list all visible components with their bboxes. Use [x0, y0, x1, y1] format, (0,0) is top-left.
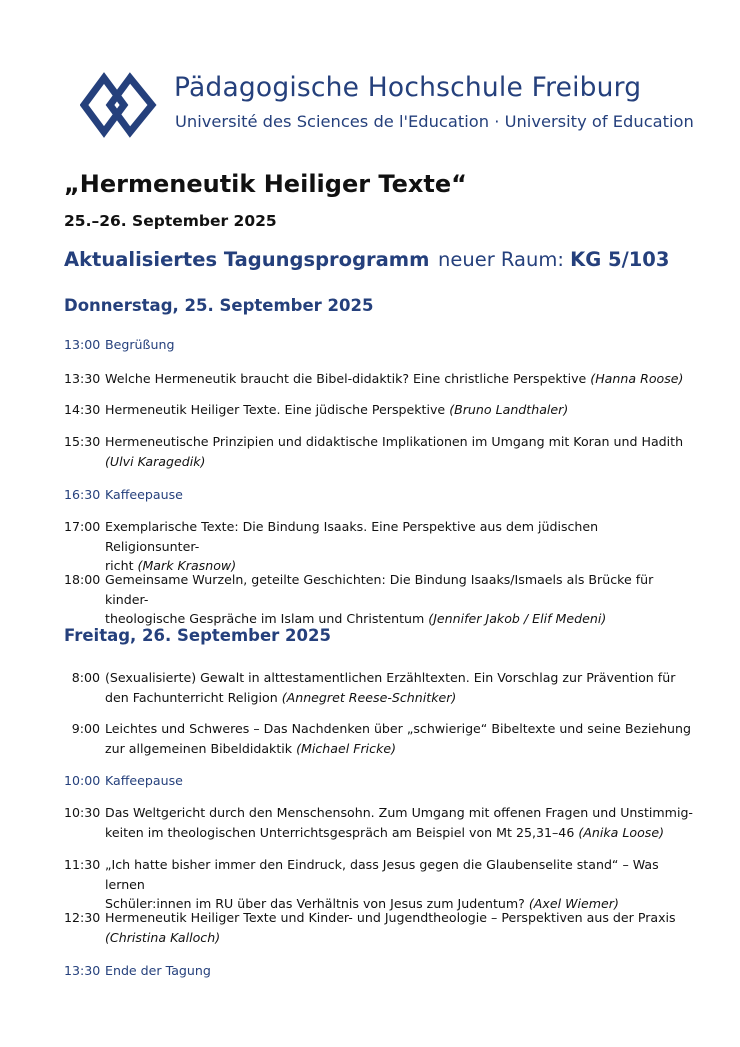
item-text — [105, 517, 695, 576]
item-speaker: (Anika Loose) — [578, 824, 665, 840]
item-line: Ende der Tagung — [105, 963, 211, 978]
room-value: KG 5/103 — [570, 248, 670, 271]
item-text — [105, 803, 695, 842]
item-time: 16:30 — [64, 487, 101, 502]
item-time: 13:00 — [64, 337, 101, 352]
ph-freiburg-logo-icon — [80, 72, 158, 138]
item-text — [105, 855, 695, 914]
room-label: neuer Raum: — [438, 248, 564, 271]
item-line: „Ich hatte bisher immer den Eindruck, dass Jesus gegen die Glaubenselite stand“ – Was lernen — [105, 857, 659, 892]
item-time: 15:30 — [64, 434, 101, 449]
item-speaker: (Ulvi Karagedik) — [105, 453, 206, 469]
item-text — [105, 908, 695, 947]
institution-subtitle: Université des Sciences de l'Education · University of Education — [175, 112, 694, 131]
item-line: Schüler:innen im RU über das Verhältnis von Jesus zum Judentum? — [105, 896, 529, 911]
item-text — [105, 668, 695, 707]
item-time: 9:00 — [71, 721, 100, 736]
item-text — [105, 400, 695, 420]
item-line: Kaffeepause — [105, 487, 183, 502]
item-time: 12:30 — [64, 910, 101, 925]
day-heading-friday: Freitag, 26. September 2025 — [64, 626, 331, 645]
item-line: richt — [105, 558, 138, 573]
institution-header — [80, 66, 694, 152]
item-text — [105, 485, 695, 505]
item-time: 13:30 — [64, 963, 101, 978]
item-line: Leichtes und Schweres – Das Nachdenken über „schwierige“ Bibeltexte und seine Beziehung — [105, 721, 692, 736]
item-time: 13:30 — [64, 371, 101, 386]
item-line: Kaffeepause — [105, 773, 183, 788]
item-time: 17:00 — [64, 519, 101, 534]
item-line: keiten im theologischen Unterrichtsgespräch am Beispiel von Mt 25,31–46 — [105, 824, 579, 840]
program-heading — [64, 248, 670, 271]
item-speaker: (Mark Krasnow) — [137, 558, 237, 573]
item-line: (Sexualisierte) Gewalt in alttestamentlichen Erzähltexten. Ein Vorschlag zur Prävention für — [105, 670, 676, 685]
item-line: Hermeneutik Heiliger Texte. Eine jüdische Perspektive — [105, 402, 450, 417]
item-speaker: (Hanna Roose) — [590, 371, 684, 386]
item-line: Welche Hermeneutik braucht die Bibel-didaktik? Eine christliche Perspektive — [105, 371, 591, 386]
item-text — [105, 570, 695, 629]
item-text — [105, 719, 695, 758]
item-line: Das Weltgericht durch den Menschensohn. Zum Umgang mit offenen Fragen und Unstimmig- — [105, 805, 693, 820]
item-text — [105, 432, 695, 471]
item-time: 14:30 — [64, 402, 101, 417]
item-speaker: (Bruno Landthaler) — [449, 402, 569, 417]
item-line: Begrüßung — [105, 337, 175, 352]
item-speaker: (Jennifer Jakob / Elif Medeni) — [428, 611, 607, 626]
item-speaker: (Michael Fricke) — [296, 740, 397, 756]
item-time: 10:00 — [64, 773, 101, 788]
item-line: Hermeneutische Prinzipien und didaktische Implikationen im Umgang mit Koran und Hadith — [105, 434, 684, 449]
item-line: Hermeneutik Heiliger Texte und Kinder- und Jugendtheologie – Perspektiven aus der Praxis — [105, 910, 676, 925]
item-line: Exemplarische Texte: Die Bindung Isaaks. Eine Perspektive aus dem jüdischen Religionsunter- — [105, 519, 599, 554]
item-line: theologische Gespräche im Islam und Christentum — [105, 611, 429, 626]
item-speaker: (Christina Kalloch) — [105, 929, 221, 945]
item-text — [105, 771, 695, 791]
item-line: den Fachunterricht Religion — [105, 689, 282, 705]
item-time: 18:00 — [64, 572, 101, 587]
item-time: 10:30 — [64, 805, 101, 820]
item-speaker: (Axel Wiemer) — [528, 896, 619, 911]
item-text — [105, 961, 695, 981]
item-line: Gemeinsame Wurzeln, geteilte Geschichten: Die Bindung Isaaks/Ismaels als Brücke für kinder- — [105, 572, 654, 607]
event-dates: 25.–26. September 2025 — [64, 212, 277, 230]
item-time: 8:00 — [71, 670, 100, 685]
room-info — [438, 248, 669, 271]
item-text — [105, 335, 695, 355]
event-title: „Hermeneutik Heiliger Texte“ — [64, 170, 467, 198]
item-time: 11:30 — [64, 857, 101, 872]
program-label: Aktualisiertes Tagungsprogramm — [64, 248, 430, 271]
day-heading-thursday: Donnerstag, 25. September 2025 — [64, 296, 374, 315]
item-text — [105, 369, 695, 389]
institution-name: Pädagogische Hochschule Freiburg — [174, 72, 642, 103]
item-speaker: (Annegret Reese-Schnitker) — [281, 689, 457, 705]
item-line: zur allgemeinen Bibeldidaktik — [105, 740, 297, 756]
